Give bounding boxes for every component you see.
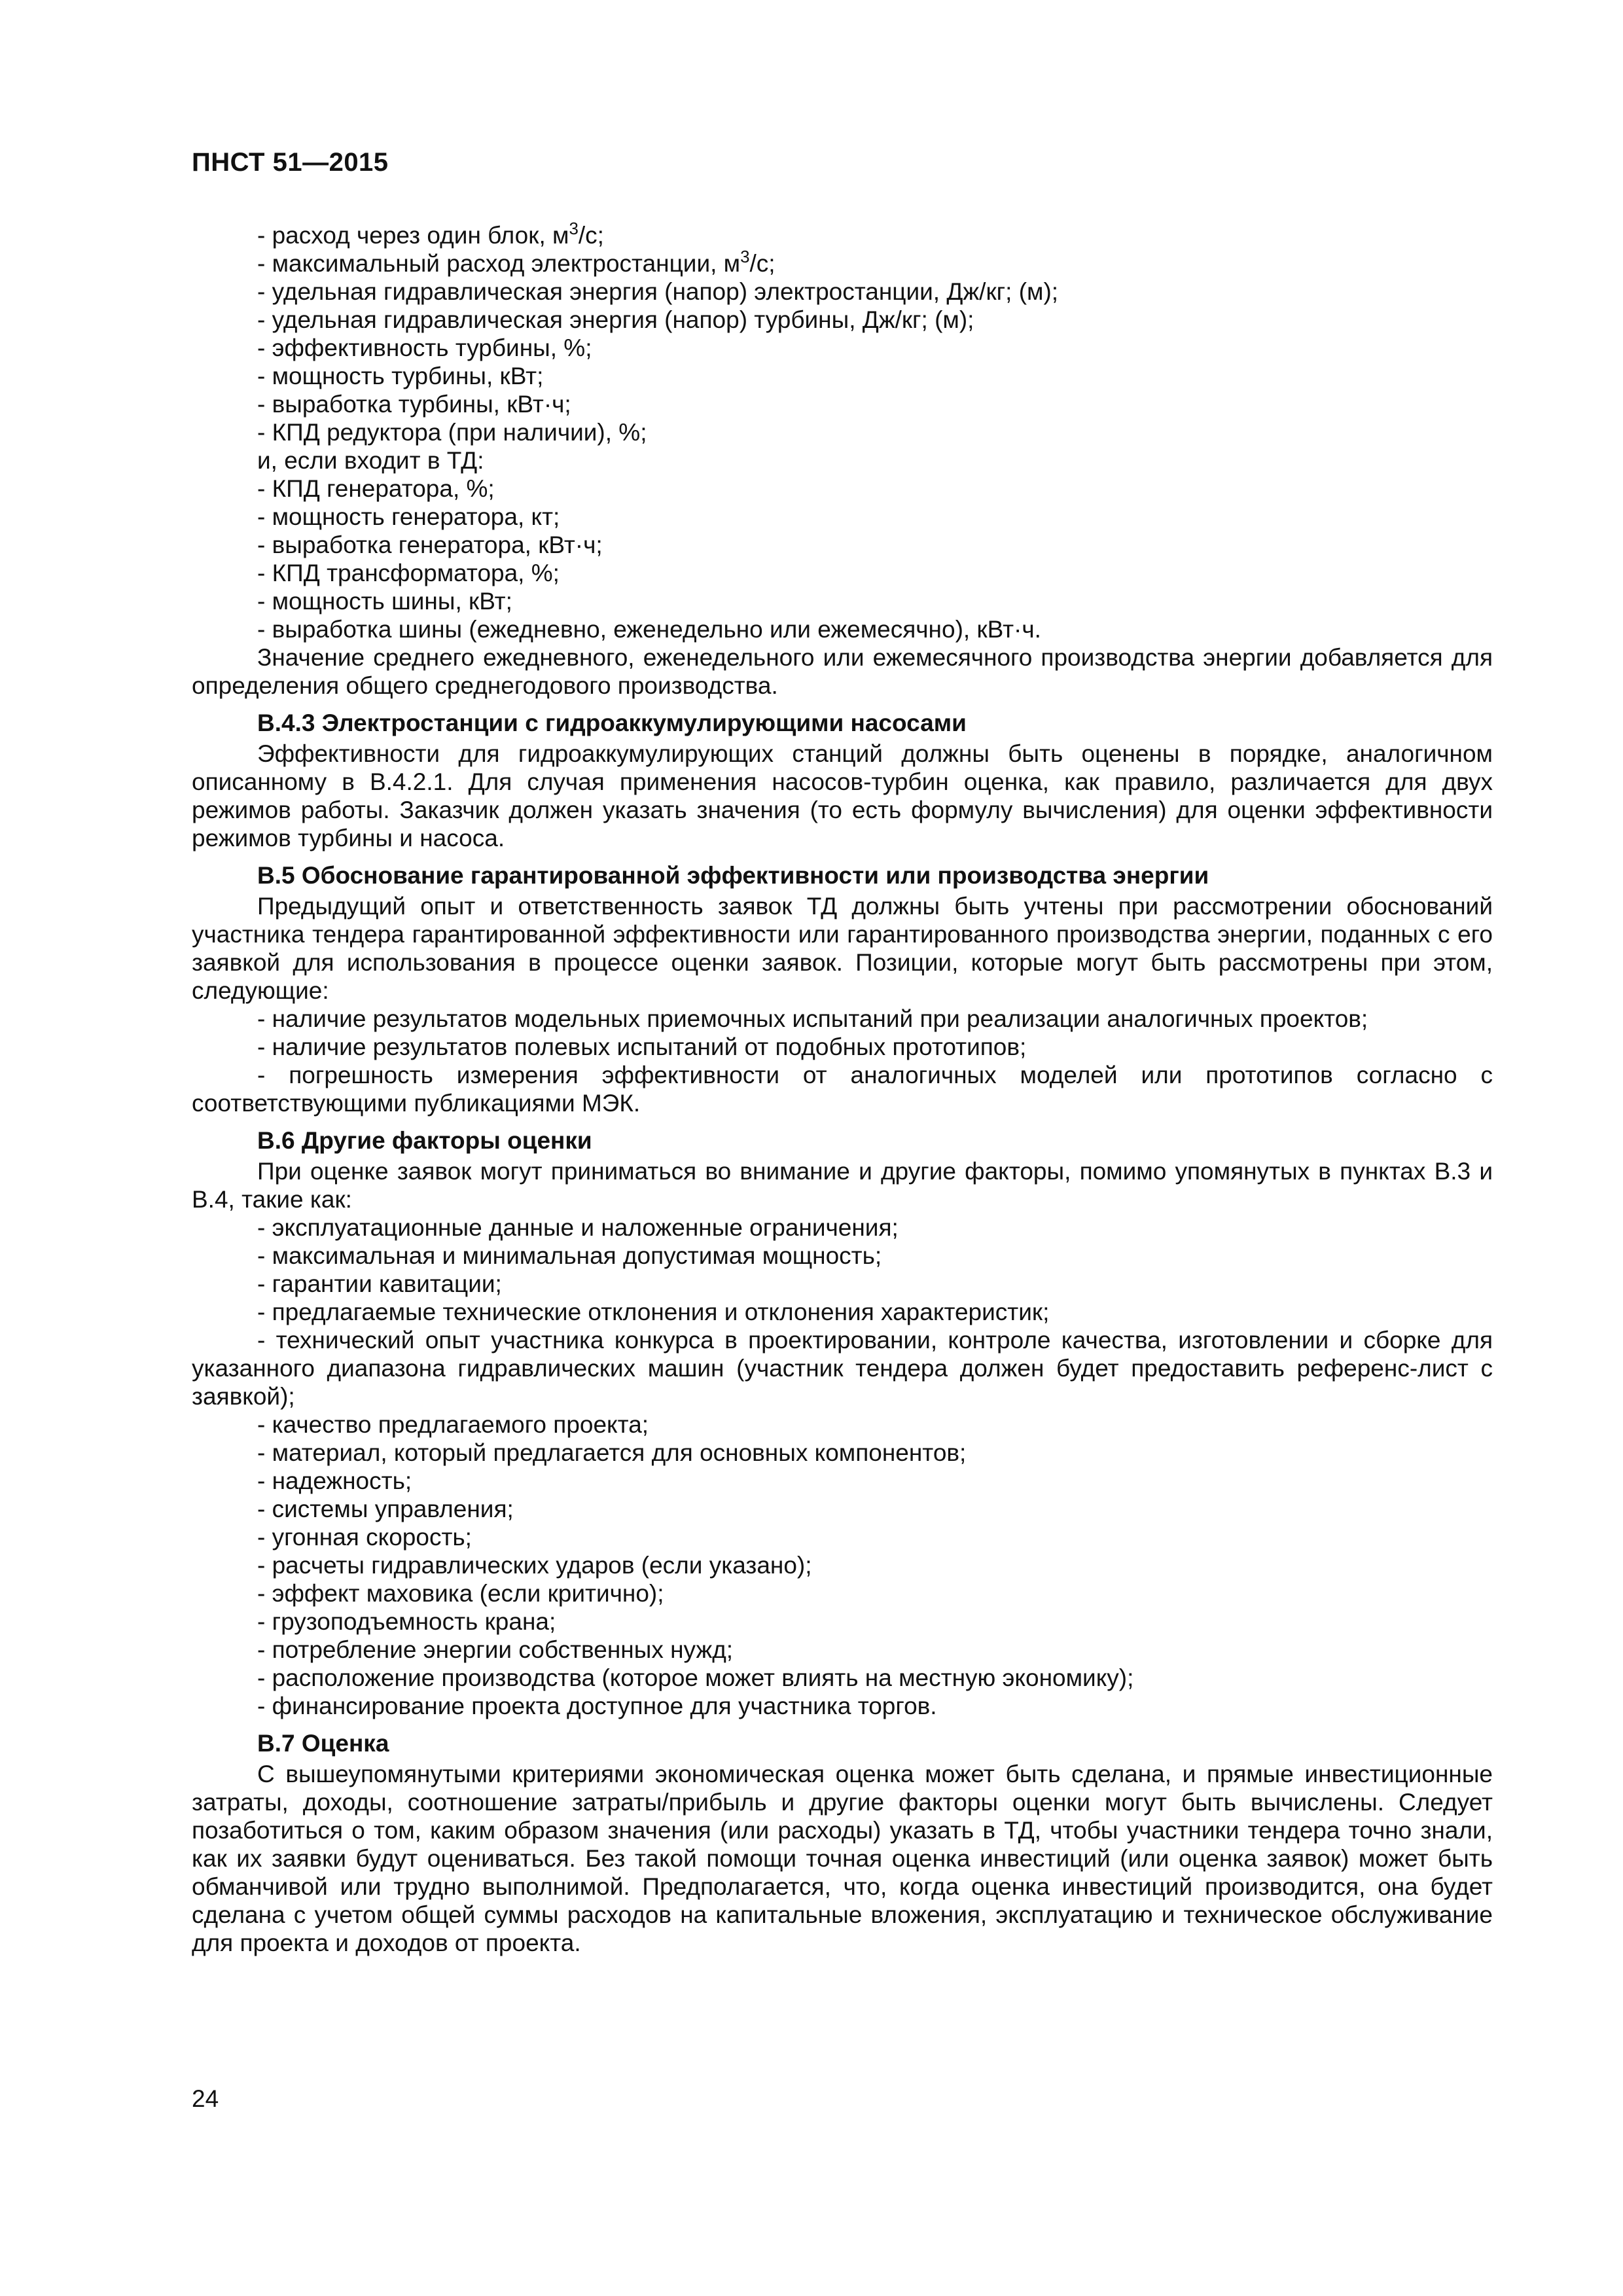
list-item: - эффективность турбины, %; bbox=[257, 334, 592, 361]
list-item: - системы управления; bbox=[257, 1496, 514, 1522]
list-item: - наличие результатов полевых испытаний от подобных прототипов; bbox=[257, 1033, 1027, 1060]
list-item: - выработка шины (ежедневно, еженедельно или ежемесячно), кВт·ч. bbox=[257, 616, 1041, 643]
paragraph-b6: При оценке заявок могут приниматься во внимание и другие факторы, помимо упомянутых в пунктах В.3 и В.4, такие как: bbox=[192, 1158, 1493, 1213]
list-item: - надежность; bbox=[257, 1467, 412, 1494]
list-item: - КПД редуктора (при наличии), %; bbox=[257, 419, 647, 446]
list-lead-in: и, если входит в ТД: bbox=[257, 447, 484, 474]
list-item: - мощность шины, кВт; bbox=[257, 588, 512, 615]
list-item: - эффект маховика (если критично); bbox=[257, 1580, 664, 1607]
list-item: - выработка турбины, кВт·ч; bbox=[257, 391, 571, 418]
list-item: - КПД генератора, %; bbox=[257, 475, 495, 502]
section-heading-b5: В.5 Обоснование гарантированной эффективности или производства энергии bbox=[257, 862, 1209, 889]
list-item: - расчеты гидравлических ударов (если указано); bbox=[257, 1552, 812, 1579]
list-item: - наличие результатов модельных приемочных испытаний при реализации аналогичных проектов; bbox=[257, 1005, 1368, 1032]
list-item: - максимальная и минимальная допустимая мощность; bbox=[257, 1242, 882, 1269]
page-body bbox=[192, 221, 1493, 1957]
list-item: - качество предлагаемого проекта; bbox=[257, 1411, 649, 1438]
section-heading-b6: В.6 Другие факторы оценки bbox=[257, 1127, 592, 1154]
paragraph-average-production: Значение среднего ежедневного, еженедельного или ежемесячного производства энергии добавляется для определения общего среднегодового производства. bbox=[192, 644, 1493, 699]
list-item: - мощность турбины, кВт; bbox=[257, 363, 544, 389]
list-item: - угонная скорость; bbox=[257, 1524, 472, 1551]
list-item: - расположение производства (которое может влиять на местную экономику); bbox=[257, 1664, 1134, 1691]
list-item: - удельная гидравлическая энергия (напор) турбины, Дж/кг; (м); bbox=[257, 306, 974, 333]
list-item: - мощность генератора, кт; bbox=[257, 503, 560, 530]
paragraph-b43: Эффективности для гидроаккумулирующих станций должны быть оценены в порядке, аналогичном описанному в В.4.2.1. Для случая применения насосов-турбин оценка, как правило, различается для двух режимов работы. Заказчик должен указать значения (то есть формулу вычисления) для оценки эффективности режимов турбины и насоса. bbox=[192, 740, 1493, 852]
list-item: - грузоподъемность крана; bbox=[257, 1608, 556, 1635]
list-item: - максимальный расход электростанции, $м^3/с$; bbox=[257, 247, 776, 277]
list-item: - эксплуатационные данные и наложенные ограничения; bbox=[257, 1214, 899, 1241]
list-item: - удельная гидравлическая энергия (напор) электростанции, Дж/кг; (м); bbox=[257, 278, 1059, 305]
list-item: - КПД трансформатора, %; bbox=[257, 560, 560, 586]
page-number: 24 bbox=[192, 2085, 219, 2112]
section-heading-b43: В.4.3 Электростанции с гидроаккумулирующими насосами bbox=[257, 709, 967, 736]
section-heading-b7: В.7 Оценка bbox=[257, 1730, 389, 1757]
list-item: - материал, который предлагается для основных компонентов; bbox=[257, 1439, 967, 1466]
list-item: - технический опыт участника конкурса в проектировании, контроле качества, изготовлении и сборке для указанного диапазона гидравлических машин (участник тендера должен будет предоставить референс-лист с заявкой); bbox=[192, 1327, 1493, 1410]
list-item: - потребление энергии собственных нужд; bbox=[257, 1636, 734, 1663]
list-item: - погрешность измерения эффективности от аналогичных моделей или прототипов согласно с соответствующими публикациями МЭК. bbox=[192, 1062, 1493, 1117]
document-header: ПНСТ 51—2015 bbox=[192, 148, 389, 177]
list-item: - предлагаемые технические отклонения и отклонения характеристик; bbox=[257, 1299, 1050, 1325]
list-item: - выработка генератора, кВт·ч; bbox=[257, 531, 603, 558]
list-item: - расход через один блок, $м^3/с$; bbox=[257, 219, 604, 249]
paragraph-b7: С вышеупомянутыми критериями экономическая оценка может быть сделана, и прямые инвестиционные затраты, доходы, соотношение затраты/прибыль и другие факторы оценки могут быть вычислены. Следует позаботиться о том, каким образом значения (или расходы) указать в ТД, чтобы участники тендера точно знали, как их заявки будут оцениваться. Без такой помощи точная оценка инвестиций (или оценка заявок) может быть обманчивой или трудно выполнимой. Предполагается, что, когда оценка инвестиций производится, она будет сделана с учетом общей суммы расходов на капитальные вложения, эксплуатацию и техническое обслуживание для проекта и доходов от проекта. bbox=[192, 1761, 1493, 1956]
list-item: - финансирование проекта доступное для участника торгов. bbox=[257, 1693, 937, 1719]
list-item: - гарантии кавитации; bbox=[257, 1270, 502, 1297]
paragraph-b5: Предыдущий опыт и ответственность заявок ТД должны быть учтены при рассмотрении обоснований участника тендера гарантированной эффективности или гарантированного производства энергии, поданных с его заявкой для использования в процессе оценки заявок. Позиции, которые могут быть рассмотрены при этом, следующие: bbox=[192, 893, 1493, 1004]
